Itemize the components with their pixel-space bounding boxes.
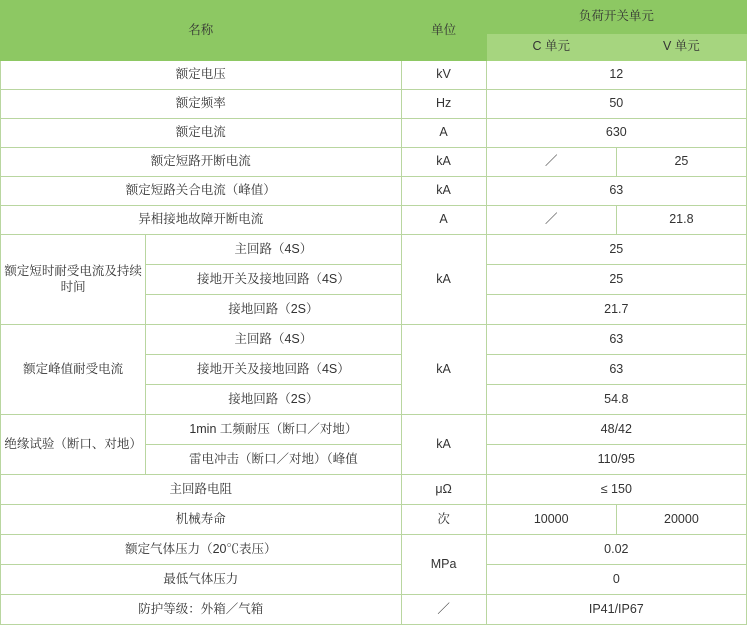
row-unit: kA — [401, 148, 486, 177]
table-row — [1, 206, 747, 235]
row-sublabel: 接地回路（2S） — [146, 295, 401, 325]
group-label-insulation-test: 绝缘试验（断口、对地） — [1, 415, 146, 475]
row-label: 额定短路开断电流 — [1, 148, 402, 177]
row-value: ≤ 150 — [486, 475, 746, 505]
row-value: 25 — [486, 235, 746, 265]
table-row — [1, 148, 747, 177]
table-row — [1, 535, 747, 565]
row-value: IP41/IP67 — [486, 595, 746, 625]
row-unit: kV — [401, 61, 486, 90]
header-group: 负荷开关单元 — [486, 1, 746, 34]
row-value-c: ／ — [486, 148, 616, 177]
row-value: 25 — [486, 265, 746, 295]
row-label: 最低气体压力 — [1, 565, 402, 595]
row-unit: μΩ — [401, 475, 486, 505]
row-unit: A — [401, 206, 486, 235]
row-value: 63 — [486, 177, 746, 206]
row-sublabel: 雷电冲击（断口／对地）（峰值 — [146, 445, 401, 475]
row-value-v: 20000 — [616, 505, 746, 535]
table-row — [1, 325, 747, 355]
header-col-c: C 单元 — [486, 34, 616, 61]
table-row — [1, 119, 747, 148]
row-unit: 次 — [401, 505, 486, 535]
row-value: 54.8 — [486, 385, 746, 415]
row-value: 21.7 — [486, 295, 746, 325]
row-unit: kA — [401, 177, 486, 206]
group-label-rated-short-time-current: 额定短时耐受电流及持续时间 — [1, 235, 146, 325]
row-value: 63 — [486, 325, 746, 355]
row-value-c: 10000 — [486, 505, 616, 535]
row-unit: Hz — [401, 90, 486, 119]
group-unit: MPa — [401, 535, 486, 595]
row-label: 额定电压 — [1, 61, 402, 90]
table-row — [1, 415, 747, 445]
row-label: 额定电流 — [1, 119, 402, 148]
group-unit: kA — [401, 325, 486, 415]
table-row — [1, 475, 747, 505]
row-value: 0.02 — [486, 535, 746, 565]
row-value: 63 — [486, 355, 746, 385]
row-label: 防护等级：外箱／气箱 — [1, 595, 402, 625]
table-header-row — [1, 1, 747, 34]
row-value: 12 — [486, 61, 746, 90]
row-label: 机械寿命 — [1, 505, 402, 535]
table-row — [1, 61, 747, 90]
row-sublabel: 接地开关及接地回路（4S） — [146, 355, 401, 385]
table-row — [1, 90, 747, 119]
row-label: 异相接地故障开断电流 — [1, 206, 402, 235]
row-label: 额定短路关合电流（峰值） — [1, 177, 402, 206]
row-unit: A — [401, 119, 486, 148]
row-label: 主回路电阻 — [1, 475, 402, 505]
row-sublabel: 1min 工频耐压（断口／对地） — [146, 415, 401, 445]
row-sublabel: 主回路（4S） — [146, 235, 401, 265]
row-sublabel: 接地回路（2S） — [146, 385, 401, 415]
group-unit: kA — [401, 415, 486, 475]
row-value: 48/42 — [486, 415, 746, 445]
row-sublabel: 主回路（4S） — [146, 325, 401, 355]
row-label: 额定频率 — [1, 90, 402, 119]
group-label-rated-peak-current: 额定峰值耐受电流 — [1, 325, 146, 415]
row-label: 额定气体压力（20℃表压） — [1, 535, 402, 565]
row-value: 0 — [486, 565, 746, 595]
table-row — [1, 505, 747, 535]
row-value-c: ／ — [486, 206, 616, 235]
row-value: 110/95 — [486, 445, 746, 475]
row-value: 630 — [486, 119, 746, 148]
table-row — [1, 177, 747, 206]
row-unit: ／ — [401, 595, 486, 625]
table-row — [1, 565, 747, 595]
row-value-v: 25 — [616, 148, 746, 177]
row-value-v: 21.8 — [616, 206, 746, 235]
table-row — [1, 595, 747, 625]
header-name: 名称 — [1, 1, 402, 61]
row-sublabel: 接地开关及接地回路（4S） — [146, 265, 401, 295]
header-col-v: V 单元 — [616, 34, 746, 61]
table-row — [1, 235, 747, 265]
group-unit: kA — [401, 235, 486, 325]
header-unit: 单位 — [401, 1, 486, 61]
row-value: 50 — [486, 90, 746, 119]
